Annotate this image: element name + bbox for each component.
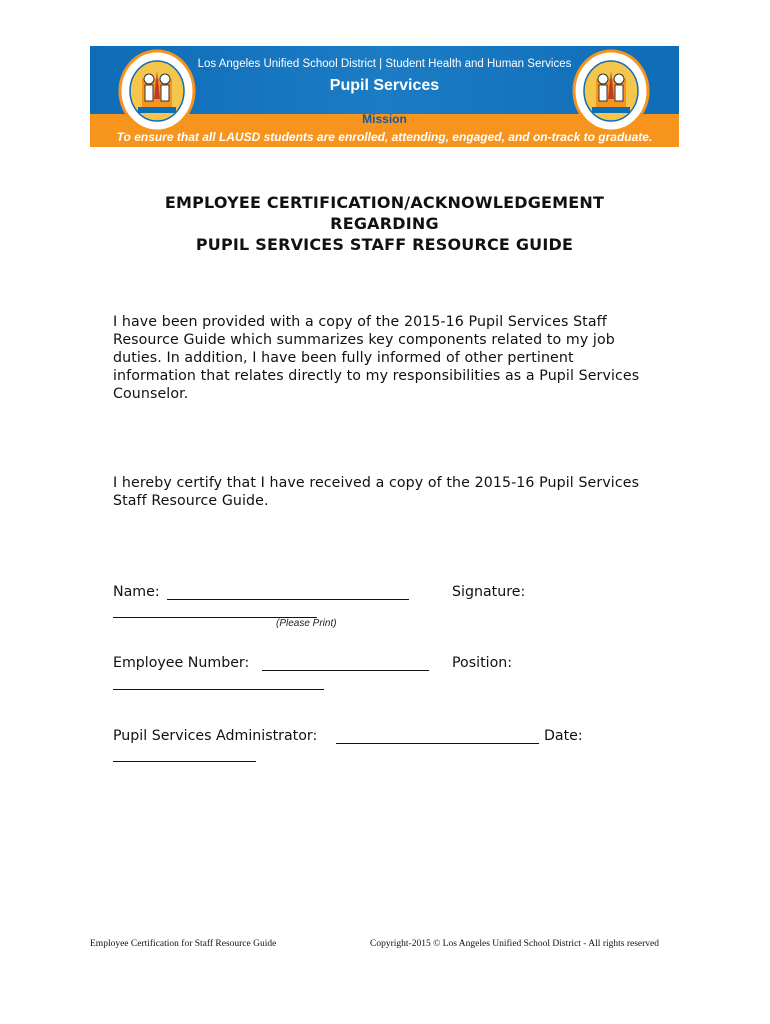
paragraph-line: Resource Guide which summarizes key components related to my job [113, 332, 615, 348]
mission-label: Mission [362, 112, 407, 126]
title-line: PUPIL SERVICES STAFF RESOURCE GUIDE [195, 235, 574, 254]
name-field[interactable] [167, 599, 409, 600]
date-label: Date: [544, 728, 583, 744]
paragraph-line: duties. In addition, I have been fully informed of other pertinent [113, 350, 574, 366]
paragraph-line: I hereby certify that I have received a copy of the 2015-16 Pupil Services [113, 475, 640, 491]
footer-left: Employee Certification for Staff Resource Guide [90, 939, 277, 949]
date-field[interactable] [113, 761, 256, 762]
employee-number-field[interactable] [262, 670, 429, 671]
employee-number-label: Employee Number: [113, 655, 250, 671]
name-label: Name: [113, 584, 160, 600]
signature-label: Signature: [452, 584, 526, 600]
position-field[interactable] [113, 689, 324, 690]
title-line: REGARDING [330, 214, 439, 233]
banner-title: Pupil Services [329, 77, 440, 94]
mission-statement: To ensure that all LAUSD students are enrolled, attending, engaged, and on-track to graduate. [116, 130, 653, 144]
paragraph-line: information that relates directly to my responsibilities as a Pupil Services [113, 368, 640, 384]
title-line: EMPLOYEE CERTIFICATION/ACKNOWLEDGEMENT [164, 193, 605, 212]
banner-subtitle: Los Angeles Unified School District | Student Health and Human Services [197, 58, 572, 70]
administrator-label: Pupil Services Administrator: [113, 728, 318, 744]
administrator-field[interactable] [336, 743, 539, 744]
paragraph-line: I have been provided with a copy of the 2015-16 Pupil Services Staff [113, 314, 607, 330]
please-print-hint: (Please Print) [276, 618, 337, 629]
position-label: Position: [452, 655, 513, 671]
pupil-services-banner [90, 46, 679, 147]
footer-copyright: Copyright-2015 © Los Angeles Unified School District - All rights reserved [370, 939, 660, 949]
document-title [90, 192, 679, 255]
acknowledgement-paragraph [113, 313, 683, 403]
paragraph-line: Staff Resource Guide. [113, 493, 269, 509]
paragraph-line: Counselor. [113, 386, 189, 402]
certification-paragraph [113, 474, 683, 510]
